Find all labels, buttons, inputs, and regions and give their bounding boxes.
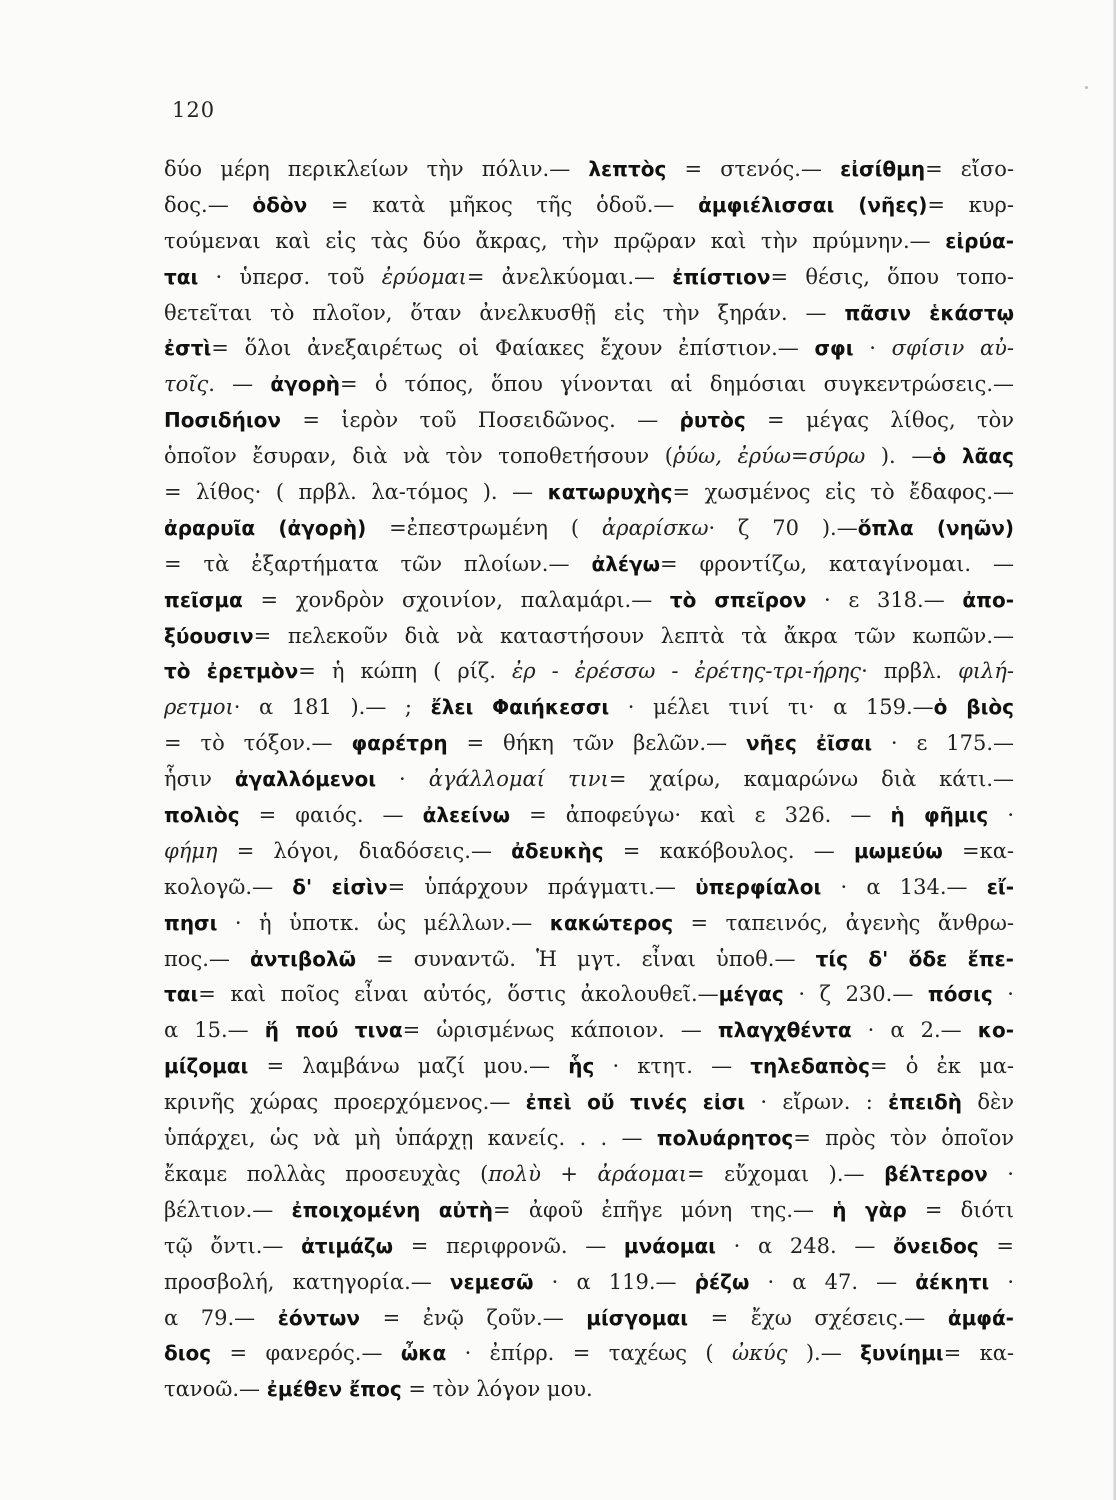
definition-text: = στενός.— — [666, 157, 841, 181]
text-line — [164, 1229, 1014, 1265]
text-line — [164, 870, 1014, 906]
headword: ται — [164, 982, 199, 1007]
text-line — [164, 1085, 1014, 1121]
headword: πεῖσμα — [164, 587, 243, 612]
text-line — [164, 798, 1014, 834]
headword: ἐπειδὴ — [888, 1090, 963, 1115]
definition-text: · — [989, 1269, 1014, 1294]
definition-text: = τὸν λόγον μου. — [401, 1377, 593, 1402]
definition-text: ἧσιν — [164, 767, 235, 792]
definition-text: = χονδρὸν σχοινίον, παλαμάρι.— — [242, 587, 670, 612]
text-line — [164, 906, 1014, 942]
headword: ὁδὸν — [252, 192, 308, 217]
text-line — [164, 1265, 1014, 1301]
italic-text: ρετμοι — [164, 695, 234, 720]
definition-text: · ὑπερσ. τοῦ — [198, 264, 382, 289]
headword: πλαγχθέντα — [717, 1018, 852, 1043]
definition-text: · α 47. — — [749, 1269, 916, 1294]
headword: ἀτιμάζω — [301, 1233, 394, 1258]
definition-text: = τὰ ἐξαρτήματα τῶν πλοίων.— — [164, 551, 592, 576]
headword: ται — [164, 264, 199, 289]
definition-text: = περιφρονῶ. — — [393, 1233, 624, 1258]
text-line — [164, 260, 1014, 296]
headword: ὑπερφίαλοι — [695, 874, 822, 899]
definition-text: = ἀποφεύγω· καὶ ε 326. — — [510, 803, 891, 828]
definition-text: = διότι — [906, 1197, 1014, 1222]
headword: ῥυτὸς — [679, 408, 746, 433]
definition-text: · — [988, 803, 1014, 828]
text-line — [164, 475, 1014, 511]
headword: μνάομαι — [623, 1233, 716, 1258]
headword: πᾶσιν ἑκάστῳ — [844, 300, 1014, 325]
italic-text: ἐρ - ἐρέσσω - ἐρέτης-τρι-ήρης — [511, 659, 862, 684]
definition-text: = λαμβάνω μαζί μου.— — [248, 1054, 569, 1079]
headword: Ποσιδήιον — [164, 408, 281, 433]
text-line — [164, 439, 1014, 475]
text-line — [164, 403, 1014, 439]
text-line — [164, 619, 1014, 655]
headword: ἡ φῆμις — [890, 803, 989, 828]
definition-text: κρινῆς χώρας προερχόμενος.— — [164, 1090, 526, 1115]
definition-text: = συναντῶ. Ἡ μγτ. εἶναι ὑποθ.— — [355, 946, 816, 971]
glossary-text — [164, 152, 1014, 1408]
text-line — [164, 1013, 1014, 1049]
definition-text: βέλτιον.— — [164, 1197, 292, 1222]
headword: εἰρύα- — [945, 228, 1014, 253]
italic-text: ἐρύομαι — [381, 264, 467, 289]
headword: τίς δ' ὅδε ἔπε- — [815, 946, 1014, 971]
definition-text: ).— — [787, 1341, 861, 1366]
italic-text: ῥύω, ἐρύω=σύρω — [673, 444, 866, 469]
headword: ἀλεείνω — [422, 803, 511, 828]
italic-text: ἀραρίσκω — [601, 515, 709, 540]
headword: ἀντιβολῶ — [249, 946, 356, 971]
headword: κατωρυχὴς — [547, 480, 673, 505]
definition-text: =κα- — [942, 838, 1014, 863]
text-line — [164, 690, 1014, 726]
definition-text: θετεῖται τὸ πλοῖον, ὅταν ἀνελκυσθῇ εἰς τὴν ξηράν. — — [164, 300, 845, 325]
headword: δ' εἰσὶν — [292, 874, 388, 899]
definition-text: τῷ ὄντι.— — [164, 1233, 302, 1258]
headword: μέγας — [718, 982, 784, 1007]
text-line — [164, 834, 1014, 870]
definition-text: · — [853, 336, 892, 361]
definition-text: δύο μέρη περικλείων τὴν πόλιν.— — [164, 157, 589, 181]
definition-text: = εἴσο- — [925, 157, 1014, 181]
headword: ἥ πού τινα — [264, 1018, 403, 1043]
definition-text: = ὑπάρχουν πράγματι.— — [387, 874, 696, 899]
headword: διος — [164, 1341, 212, 1366]
headword: ἀγαλλόμενοι — [234, 767, 377, 792]
headword: εἴ- — [986, 874, 1014, 899]
definition-text: = ὡρισμένως κάποιον. — — [402, 1018, 718, 1043]
text-line — [164, 942, 1014, 978]
italic-text: σφίσιν αὐ- — [891, 336, 1014, 361]
italic-text: τοῖς — [164, 372, 209, 397]
definition-text: = κυρ- — [927, 192, 1014, 217]
headword: πόσις — [927, 982, 993, 1007]
definition-text: = κα- — [943, 1341, 1014, 1366]
headword: μίσγομαι — [586, 1305, 688, 1330]
definition-text: = ταπεινός, ἀγενὴς ἄνθρω- — [673, 910, 1014, 935]
definition-text: = λίθος· ( πρβλ. λα-τόμος ). — — [164, 480, 548, 505]
definition-text: πος.— — [164, 946, 250, 971]
definition-text: = μέγας λίθος, τὸν — [745, 408, 1014, 433]
definition-text: = κατὰ μῆκος τῆς ὁδοῦ.— — [307, 192, 699, 217]
definition-text: = πρὸς τὸν ὁποῖον — [793, 1126, 1014, 1151]
definition-text: =ἐπεστρωμένη ( — [366, 515, 602, 540]
definition-text: · ε 175.— — [872, 731, 1014, 756]
headword: κακώτερος — [549, 910, 674, 935]
italic-text: πολὺ + ἀράομαι — [488, 1161, 687, 1186]
definition-text: · — [992, 982, 1014, 1007]
definition-text: = ἀνελκύομαι.— — [466, 264, 673, 289]
definition-text: · ζ 230.— — [783, 982, 928, 1007]
definition-text: · ζ 70 ).— — [708, 515, 858, 540]
definition-text: . — — [208, 372, 271, 397]
headword: λεπτὸς — [588, 157, 667, 181]
headword: τὸ ἐρετμὸν — [164, 659, 299, 684]
definition-text: = καὶ ποῖος εἶναι αὐτός, ὅστις ἀκολουθεῖ.— — [198, 982, 719, 1007]
text-line — [164, 654, 1014, 690]
headword: ὅπλα (νηῶν) — [857, 515, 1014, 540]
text-line — [164, 1157, 1014, 1193]
headword: ῥέζω — [694, 1269, 750, 1294]
definition-text: · μέλει τινί τι· α 159.— — [609, 695, 934, 720]
headword: ἔλει Φαιήκεσσι — [430, 695, 610, 720]
headword: ὁ βιὸς — [933, 695, 1014, 720]
definition-text: = χωσμένος εἰς τὸ ἔδαφος.— — [672, 480, 1014, 505]
text-line — [164, 331, 1014, 367]
headword: πησι — [164, 910, 218, 935]
text-line — [164, 583, 1014, 619]
definition-text: = ὁ τόπος, ὅπου γίνονται αἱ δημόσιαι συγκεντρώσεις.— — [340, 372, 1014, 397]
headword: ξύουσιν — [164, 623, 254, 648]
headword: πολιὸς — [164, 803, 240, 828]
definition-text: τανοῶ.— — [164, 1377, 267, 1402]
definition-text: = θέσις, ὅπου τοπο- — [770, 264, 1014, 289]
headword: ἀγορὴ — [270, 372, 341, 397]
definition-text: = ἱερὸν τοῦ Ποσειδῶνος. — — [280, 408, 680, 433]
headword: νεμεσῶ — [449, 1269, 534, 1294]
definition-text: δος.— — [164, 192, 253, 217]
text-line — [164, 1336, 1014, 1372]
headword: μωμεύω — [853, 838, 943, 863]
headword: ἐόντων — [277, 1305, 360, 1330]
definition-text: ὁποῖον ἔσυραν, διὰ νὰ τὸν τοποθετήσουν ( — [164, 444, 673, 469]
headword: ὁ λᾶας — [932, 444, 1014, 469]
definition-text: = ἐνῷ ζοῦν.— — [360, 1305, 587, 1330]
text-line — [164, 1193, 1014, 1229]
definition-text: = ὅλοι ἀνεξαιρέτως οἱ Φαίακες ἔχουν ἐπίστιον.— — [211, 336, 815, 361]
definition-text: α 79.— — [164, 1305, 278, 1330]
text-line — [164, 188, 1014, 224]
headword: μίζομαι — [164, 1054, 249, 1079]
text-line — [164, 1121, 1014, 1157]
headword: ἐπεὶ οὔ τινές εἰσι — [525, 1090, 746, 1115]
text-line — [164, 762, 1014, 798]
definition-text: προσβολή, κατηγορία.— — [164, 1269, 450, 1294]
headword: ἀλέγω — [591, 551, 660, 576]
definition-text: ). — — [865, 444, 933, 469]
definition-text: = φανερός.— — [211, 1341, 401, 1366]
definition-text: δὲν — [962, 1090, 1014, 1115]
text-line — [164, 1301, 1014, 1337]
definition-text: · ἐπίρρ. = ταχέως ( — [446, 1341, 732, 1366]
definition-text: = πελεκοῦν διὰ νὰ καταστήσουν λεπτὰ τὰ ἄκρα τῶν κωπῶν.— — [253, 623, 1014, 648]
text-line — [164, 152, 1014, 188]
headword: ἀέκητι — [915, 1269, 990, 1294]
text-line — [164, 367, 1014, 403]
definition-text: τούμεναι καὶ εἰς τὰς δύο ἄκρας, τὴν πρῷραν καὶ τὴν πρύμνην.— — [164, 228, 946, 253]
headword: σφι — [814, 336, 854, 361]
headword: εἰσίθμη — [840, 157, 926, 181]
definition-text: = εὔχομαι ).— — [686, 1161, 885, 1186]
headword: ἧς — [568, 1054, 595, 1079]
italic-text: φήμη — [164, 838, 218, 863]
definition-text: · κτητ. — — [594, 1054, 751, 1079]
headword: ἀραρυῖα (ἀγορὴ) — [164, 515, 367, 540]
definition-text: α 15.— — [164, 1018, 265, 1043]
headword: ἐπίστιον — [672, 264, 771, 289]
definition-text: · ε 318.— — [806, 587, 963, 612]
definition-text: = ἡ κώπη ( ρίζ. — [298, 659, 512, 684]
scan-speck — [1085, 86, 1088, 89]
headword: κο- — [977, 1018, 1014, 1043]
text-line — [164, 224, 1014, 260]
headword: τηλεδαπὸς — [750, 1054, 870, 1079]
definition-text: ἔκαμε πολλὰς προσευχὰς ( — [164, 1161, 489, 1186]
definition-text: · α 134.— — [821, 874, 987, 899]
definition-text: = ἀφοῦ ἐπῆγε μόνη της.— — [493, 1197, 833, 1222]
definition-text: = χαίρω, καμαρώνω διὰ κάτι.— — [608, 767, 1014, 792]
definition-text: = λόγοι, διαδόσεις.— — [217, 838, 512, 863]
definition-text: · εἴρων. : — [745, 1090, 889, 1115]
definition-text: = — [978, 1233, 1014, 1258]
definition-text: = ὁ ἐκ μα- — [869, 1054, 1014, 1079]
definition-text: · α 181 ).— ; — [233, 695, 431, 720]
italic-text: ὠκύς — [732, 1341, 788, 1366]
definition-text: = ἔχω σχέσεις.— — [688, 1305, 948, 1330]
headword: φαρέτρη — [351, 731, 448, 756]
headword: ξυνίημι — [860, 1341, 944, 1366]
headword: ἐμέθεν ἔπος — [266, 1377, 402, 1402]
definition-text: = φροντίζω, καταγίνομαι. — — [660, 551, 1014, 576]
definition-text: = κακόβουλος. — — [603, 838, 854, 863]
headword: τὸ σπεῖρον — [669, 587, 807, 612]
italic-text: φιλή- — [958, 659, 1014, 684]
headword: ἀμφιέλισσαι (νῆες) — [698, 192, 928, 217]
definition-text: · — [987, 1161, 1014, 1186]
definition-text: · ἡ ὑποτκ. ὡς μέλλων.— — [217, 910, 550, 935]
headword: ἡ γὰρ — [832, 1197, 907, 1222]
definition-text: · πρβλ. — [861, 659, 959, 684]
text-line — [164, 511, 1014, 547]
headword: ἀμφά- — [947, 1305, 1014, 1330]
headword: ὄνειδος — [893, 1233, 979, 1258]
text-line — [164, 1049, 1014, 1085]
italic-text: ἀγάλλομαί τινι — [428, 767, 609, 792]
headword: βέλτερον — [884, 1161, 988, 1186]
headword: πολυάρητος — [656, 1126, 794, 1151]
definition-text: κολογῶ.— — [164, 874, 293, 899]
text-line — [164, 726, 1014, 762]
headword: ἀπο- — [962, 587, 1014, 612]
text-line — [164, 547, 1014, 583]
definition-text: ὑπάρχει, ὡς νὰ μὴ ὑπάρχῃ κανείς. . . — — [164, 1126, 657, 1151]
headword: ἐποιχομένη αὐτὴ — [291, 1197, 494, 1222]
headword: ἀδευκὴς — [511, 838, 604, 863]
definition-text: · — [376, 767, 429, 792]
text-line — [164, 1372, 1014, 1408]
text-line — [164, 977, 1014, 1013]
definition-text: = φαιός. — — [239, 803, 423, 828]
page-number: 120 — [172, 98, 216, 122]
text-line — [164, 296, 1014, 332]
headword: νῆες ἐῖσαι — [745, 731, 873, 756]
definition-text: · α 119.— — [533, 1269, 695, 1294]
headword: ἐστὶ — [164, 336, 212, 361]
definition-text: = θήκη τῶν βελῶν.— — [447, 731, 746, 756]
definition-text: · α 2.— — [851, 1018, 978, 1043]
headword: ὦκα — [400, 1341, 447, 1366]
definition-text: = τὸ τόξον.— — [164, 731, 352, 756]
definition-text: · α 248. — — [715, 1233, 894, 1258]
